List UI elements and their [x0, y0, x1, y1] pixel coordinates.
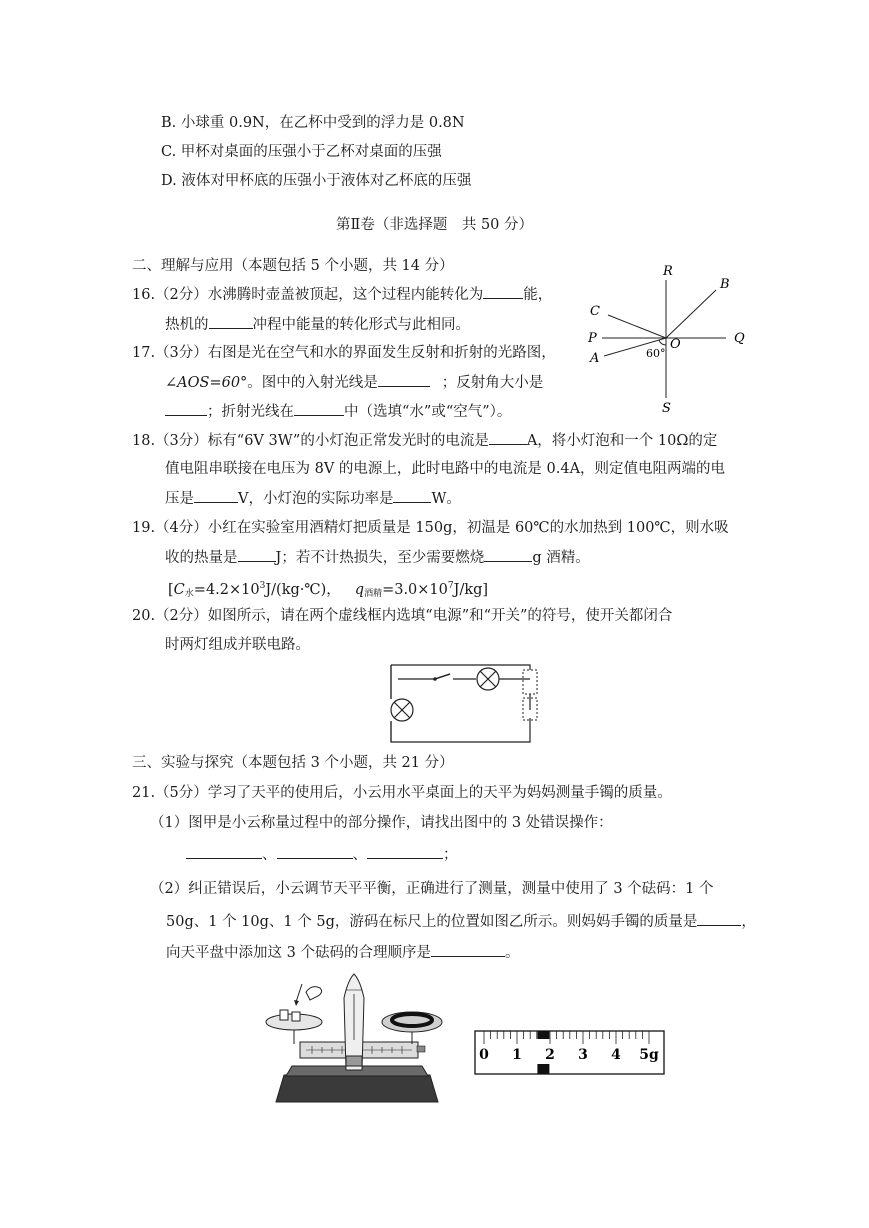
option-c: C. 甲杯对桌面的压强小于乙杯对桌面的压强 — [161, 144, 442, 160]
scale-tick-label: 3 — [578, 1047, 588, 1063]
q21-line1: 21.（5分）学习了天平的使用后，小云用水平桌面上的天平为妈妈测量手镯的质量。 — [132, 785, 672, 801]
q19-constants: [$C_水=4.2\times 10^3J/(kg\cdot℃)$， $q_{酒精}=3.0\times 10^7J/kg$] — [168, 581, 489, 599]
q18-line3: 压是 V，小灯泡的实际功率是 W。 — [165, 488, 461, 509]
section2-heading: 二、理解与应用（本题包括 5 个小题，共 14 分） — [132, 258, 454, 274]
option-d: D. 液体对甲杯底的压强小于液体对乙杯底的压强 — [161, 173, 472, 189]
q20-line2: 时两灯组成并联电路。 — [165, 637, 310, 653]
q18-line2: 值电阻串联接在电压为 8V 的电源上，此时电路中的电流是 0.4A，则定值电阻两端的电 — [165, 461, 726, 477]
q21-sub2-line2: 50g、1 个 10g、1 个 5g，游码在标尺上的位置如图乙所示。则妈妈手镯的质量是 ， — [166, 911, 756, 932]
q21-sub1: （1）图甲是小云称量过程中的部分操作，请找出图中的 3 处错误操作： — [150, 815, 613, 831]
q17-line3: ；折射光线在 中（选填“水”或“空气”）。 — [165, 401, 511, 422]
scale-tick-label: 0 — [479, 1047, 489, 1063]
balance-base — [276, 1075, 438, 1102]
q16-line2: 热机的 冲程中能量的转化形式与此相同。 — [165, 314, 470, 335]
label-o: O — [670, 337, 681, 352]
ray-oc — [608, 315, 666, 338]
rider-bottom — [537, 1064, 549, 1074]
q18-line1: 18.（3分）标有“6V 3W”的小灯泡正常发光时的电流是 A，将小灯泡和一个 10Ω的定 — [132, 430, 717, 451]
weight-1 — [280, 1010, 288, 1020]
label-r: R — [663, 264, 673, 279]
rider-top — [537, 1031, 549, 1039]
optics-diagram — [580, 262, 750, 422]
label-b: B — [720, 277, 730, 292]
option-b: B. 小球重 0.9N，在乙杯中受到的浮力是 0.8N — [161, 115, 465, 131]
rider-scale — [474, 1030, 666, 1076]
label-q: Q — [734, 331, 745, 346]
scale-tick-label: 2 — [545, 1047, 555, 1063]
weight-2 — [292, 1012, 300, 1021]
label-angle: 60° — [646, 347, 666, 360]
q21-blanks: 、 、 ； — [186, 844, 458, 865]
scale-tick-label: 1 — [512, 1047, 522, 1063]
label-p: P — [588, 331, 597, 346]
balance-illustration — [262, 970, 452, 1110]
q20-line1: 20.（2分）如图所示，请在两个虚线框内选填“电源”和“开关”的符号，使开关都闭合 — [132, 608, 673, 624]
angle-arc — [659, 340, 666, 345]
q16-line1: 16.（2分）水沸腾时壶盖被顶起，这个过程内能转化为 能， — [132, 284, 552, 305]
circuit-diagram — [388, 662, 538, 744]
label-a: A — [590, 351, 600, 366]
arrow-icon — [296, 984, 302, 1002]
circuit-outer-wire — [391, 665, 530, 742]
q17-line1: 17.（3分）右图是光在空气和水的界面发生反射和折射的光路图， — [132, 345, 556, 361]
hand-icon — [306, 987, 322, 1000]
q17-line2: ∠AOS=60°。图中的入射光线是 ；反射角大小是 — [165, 372, 543, 393]
q21-sub2-line3: 向天平盘中添加这 3 个砝码的合理顺序是 。 — [166, 942, 519, 963]
dashed-box-top — [523, 670, 537, 694]
q19-line1: 19.（4分）小红在实验室用酒精灯把质量是 150g，初温是 60℃的水加热到 100℃，则水吸 — [132, 520, 729, 536]
scale-tick-label: 4 — [611, 1047, 621, 1063]
q21-sub2-line1: （2）纠正错误后，小云调节天平平衡，正确进行了测量，测量中使用了 3 个砝码：1 个 — [150, 881, 714, 897]
part2-title: 第Ⅱ卷（非选择题 共 50 分） — [335, 217, 534, 233]
scale-tick-label: 5g — [639, 1047, 659, 1063]
section3-heading: 三、实验与探究（本题包括 3 个小题，共 21 分） — [132, 755, 454, 771]
label-c: C — [590, 304, 600, 319]
label-s: S — [662, 401, 671, 416]
q19-line2: 收的热量是 J；若不计热损失，至少需要燃烧 g 酒精。 — [165, 547, 590, 568]
ray-ob — [666, 290, 716, 338]
